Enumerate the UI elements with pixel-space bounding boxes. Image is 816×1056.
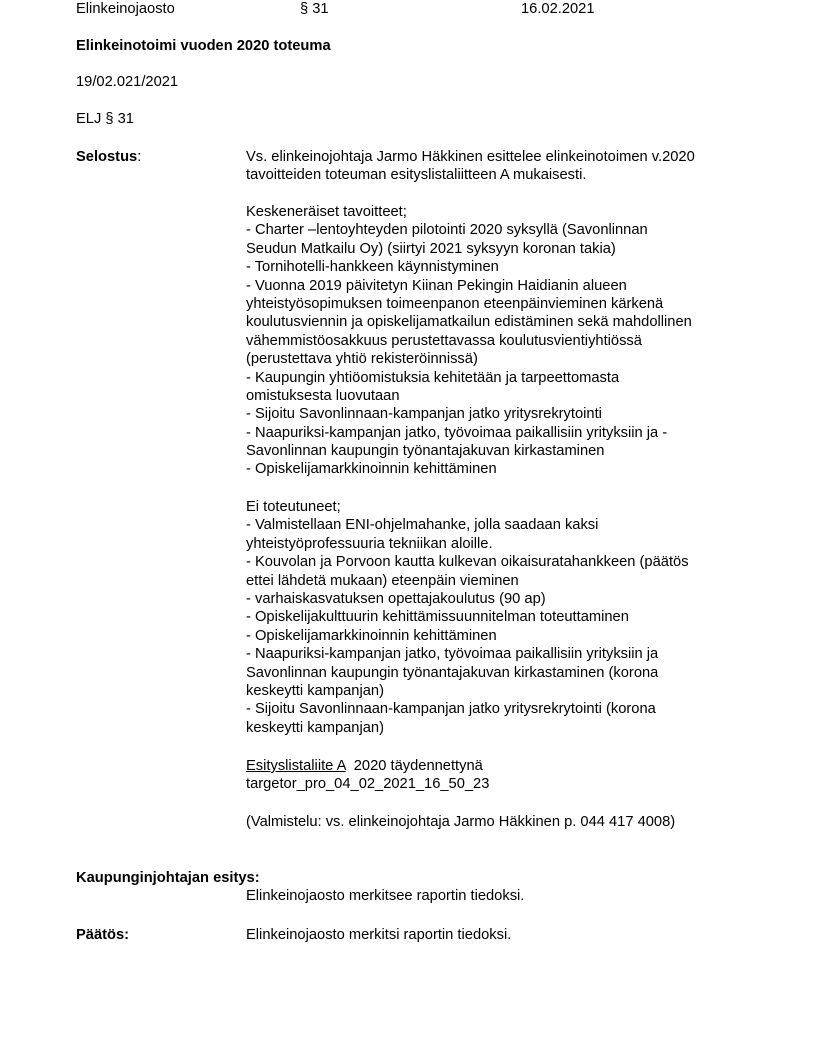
not-realized-list [246, 498, 689, 737]
list-item: yhteistyösopimuksen toimeenpanon eteenpäinvieminen kärkenä [246, 295, 664, 312]
list-item: ettei lähdetä mukaan) eteenpäin vieminen [246, 572, 519, 589]
selostus-heading [76, 148, 141, 166]
list-item: - Charter –lentoyhteyden pilotointi 2020 syksyllä (Savonlinnan [246, 222, 648, 239]
header-date: 16.02.2021 [521, 1, 595, 17]
selostus-intro [246, 148, 695, 185]
list-item: koulutusviennin ja opiskelijamatkailun edistäminen sekä mahdollinen [246, 314, 692, 331]
document-title: Elinkeinotoimi vuoden 2020 toteuma [76, 38, 331, 54]
list-item: - Opiskelijamarkkinoinnin kehittäminen [246, 627, 497, 644]
attachment-line [246, 757, 489, 775]
preparation-note: (Valmistelu: vs. elinkeinojohtaja Jarmo Häkkinen p. 044 417 4008) [246, 814, 676, 830]
list-item: - Sijoitu Savonlinnaan-kampanjan jatko yritysrekrytointi (korona [246, 701, 656, 718]
list-item: - Naapuriksi-kampanjan jatko, työvoimaa paikallisiin yrityksiin ja - [246, 424, 668, 441]
list-item: - Tornihotelli-hankkeen käynnistyminen [246, 259, 499, 276]
list-item: Seudun Matkailu Oy) (siirtyi 2021 syksyyn koronan takia) [246, 240, 616, 257]
list-item: - Valmistellaan ENI-ohjelmahanke, jolla saadaan kaksi [246, 517, 599, 534]
list-item: - Opiskelijakulttuurin kehittämissuunnitelman toteuttaminen [246, 609, 629, 626]
list-item: Savonlinnan kaupungin työnantajakuvan kirkastaminen [246, 443, 605, 460]
list-item: keskeytti kampanjan) [246, 682, 384, 699]
decision-text: Elinkeinojaosto merkitsi raportin tiedoksi. [246, 927, 512, 943]
unfinished-goals-list [246, 203, 692, 479]
selostus-colon: : [137, 149, 142, 165]
reference-number: 19/02.021/2021 [76, 74, 179, 90]
header-committee: Elinkeinojaosto [76, 1, 175, 17]
proposal-text: Elinkeinojaosto merkitsee raportin tiedoksi. [246, 888, 525, 904]
list-item: yhteistyöprofessuuria tekniikan aloille. [246, 535, 493, 552]
attachment-block [246, 757, 489, 794]
list-item: (perustettava yhtiö rekisteröinnissä) [246, 351, 478, 368]
list-item: omistuksesta luovutaan [246, 387, 400, 404]
attachment-description: 2020 täydennettynä [345, 758, 483, 774]
list-item: - Kaupungin yhtiöomistuksia kehitetään ja tarpeettomasta [246, 369, 620, 386]
elj-reference: ELJ § 31 [76, 111, 134, 127]
list-item: vähemmistöosakkuus perustettavassa koulutusvientiyhtiössä [246, 332, 642, 349]
attachment-file: targetor_pro_04_02_2021_16_50_23 [246, 776, 490, 793]
list-item: Savonlinnan kaupungin työnantajakuvan kirkastaminen (korona [246, 664, 659, 681]
attachment-link[interactable]: Esityslistaliite A [246, 758, 346, 774]
unfinished-heading: Keskeneräiset tavoitteet; [246, 204, 407, 220]
header-section: § 31 [300, 1, 329, 17]
list-item: - varhaiskasvatuksen opettajakoulutus (90 ap) [246, 590, 546, 607]
intro-line: tavoitteiden toteuman esityslistaliitteen A mukaisesti. [246, 167, 587, 184]
selostus-label: Selostus [76, 149, 138, 165]
list-item: - Naapuriksi-kampanjan jatko, työvoimaa paikallisiin yrityksiin ja [246, 646, 659, 663]
intro-line: Vs. elinkeinojohtaja Jarmo Häkkinen esittelee elinkeinotoimen v.2020 [246, 149, 695, 165]
not-realized-heading: Ei toteutuneet; [246, 499, 341, 515]
list-item: keskeytti kampanjan) [246, 719, 384, 736]
list-item: - Kouvolan ja Porvoon kautta kulkevan oikaisuratahankkeen (päätös [246, 554, 689, 571]
list-item: - Vuonna 2019 päivitetyn Kiinan Pekingin Haidianin alueen [246, 277, 627, 294]
list-item: - Opiskelijamarkkinoinnin kehittäminen [246, 461, 497, 478]
decision-label: Päätös: [76, 927, 130, 943]
proposal-label: Kaupunginjohtajan esitys: [76, 870, 260, 886]
list-item: - Sijoitu Savonlinnaan-kampanjan jatko yritysrekrytointi [246, 406, 602, 423]
